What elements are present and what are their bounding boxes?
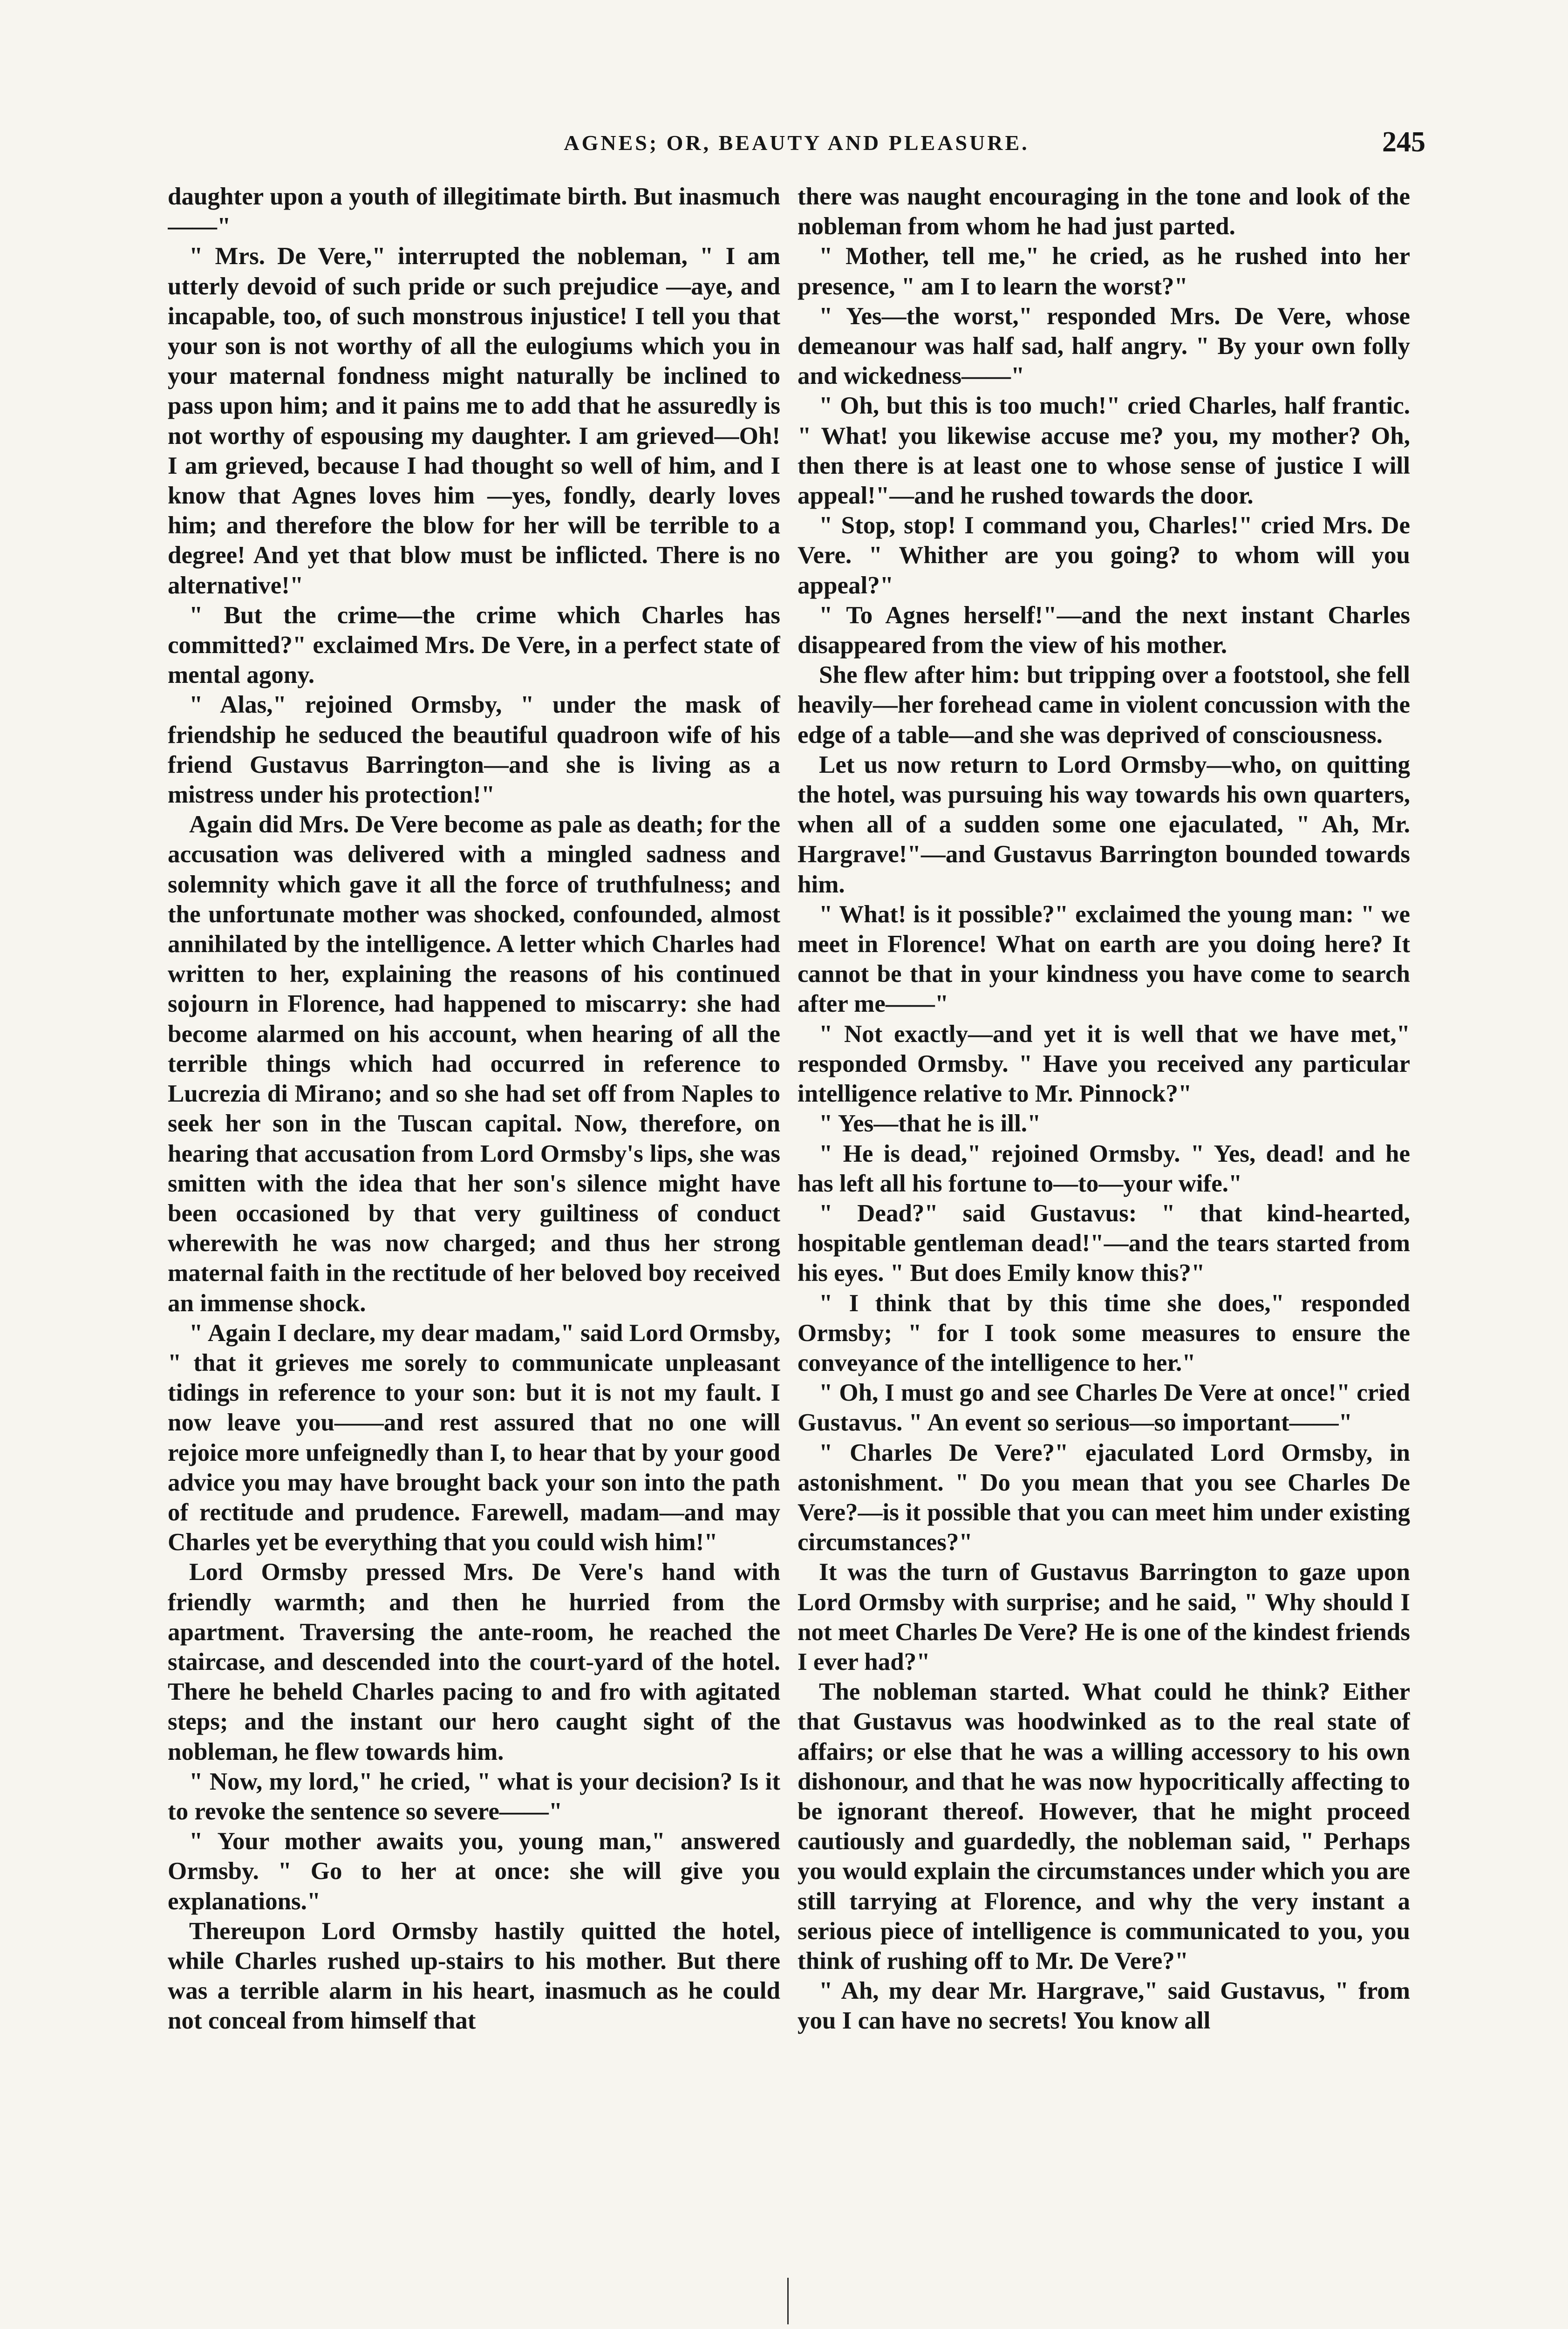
paragraph: " Yes—that he is ill." [819,1110,1041,1137]
paragraph: " To Agnes herself!"—and the next instant Charles disappeared from the view of his mother. [798,601,1410,659]
paragraph: " Mrs. De Vere," interrupted the nobleman, " I am utterly devoid of such pride or such prejudice —aye, and incapable, too, of such monstrous injustice! I tell you that your son is not worthy of all the eulogiums which you in your maternal fondness might naturally be inclined to pass upon him; and it pains me to add that he assuredly is not worthy of espousing my daughter. I am grieved—Oh! I am grieved, because I had thought so well of him, and I know that Agnes loves him —yes, fondly, dearly loves him; and therefore the blow for her will be terrible to a degree! And yet that blow must be inflicted. There is no alternative!" [168,243,780,599]
paragraph: " What! is it possible?" exclaimed the young man: " we meet in Florence! What on earth are you doing here? It cannot be that in your kindness you have come to search after me——" [798,900,1410,1018]
paragraph: " Yes—the worst," responded Mrs. De Vere, whose demeanour was half sad, half angry. " By your own folly and wickedness——" [798,302,1410,390]
paragraph: Lord Ormsby pressed Mrs. De Vere's hand with friendly warmth; and then he hurried from the apartment. Traversing the ante-room, he reached the staircase, and descended into the court-yard of the hotel. There he beheld Charles pacing to and fro with agitated steps; and the instant our hero caught sight of the nobleman, he flew towards him. [168,1559,780,1765]
left-column [168,182,780,2324]
paragraph: " Dead?" said Gustavus: " that kind-hearted, hospitable gentleman dead!"—and the tears started from his eyes. " But does Emily know this?" [798,1199,1410,1287]
paragraph: " Not exactly—and yet it is well that we have met," responded Ormsby. " Have you received any particular intelligence relative to Mr. Pinnock?" [798,1020,1410,1108]
paragraph: " Again I declare, my dear madam," said Lord Ormsby, " that it grieves me sorely to communicate unpleasant tidings in reference to your son: but it is not my fault. I now leave you——and rest assured that no one will rejoice more unfeignedly than I, to hear that by your good advice you may have brought back your son into the path of rectitude and prudence. Farewell, madam—and may Charles yet be everything that you could wish him!" [168,1319,780,1556]
page-header [168,126,1425,168]
paragraph: " Your mother awaits you, young man," answered Ormsby. " Go to her at once: she will give you explanations." [168,1828,780,1915]
paragraph: " Now, my lord," he cried, " what is your decision? Is it to revoke the sentence so severe——" [168,1768,780,1825]
paragraph: Again did Mrs. De Vere become as pale as death; for the accusation was delivered with a mingled sadness and solemnity which gave it all the force of truthfulness; and the unfortunate mother was shocked, confounded, almost annihilated by the intelligence. A letter which Charles had written to her, explaining the reasons of his continued sojourn in Florence, had happened to miscarry: she had become alarmed on his account, when hearing of all the terrible things which had occurred in reference to Lucrezia di Mirano; and so she had set off from Naples to seek her son in the Tuscan capital. Now, therefore, on hearing that accusation from Lord Ormsby's lips, she was smitten with the idea that her son's silence might have been occasioned by that very guiltiness of conduct wherewith he was now charged; and thus her strong maternal faith in the rectitude of her beloved boy received an immense shock. [168,811,780,1317]
paragraph: Thereupon Lord Ormsby hastily quitted the hotel, while Charles rushed up-stairs to his mother. But there was a terrible alarm in his heart, inasmuch as he could not conceal from himself that [168,1917,780,2035]
paragraph: Let us now return to Lord Ormsby—who, on quitting the hotel, was pursuing his way towards his own quarters, when all of a sudden some one ejaculated, " Ah, Mr. Hargrave!"—and Gustavus Barrington bounded towards him. [798,751,1410,898]
right-column [798,182,1410,2324]
paragraph: It was the turn of Gustavus Barrington to gaze upon Lord Ormsby with surprise; and he said, " Why should I not meet Charles De Vere? He is one of the kindest friends I ever had?" [798,1559,1410,1675]
paragraph: " Oh, but this is too much!" cried Charles, half frantic. " What! you likewise accuse me? you, my mother? Oh, then there is at least one to whose sense of justice I will appeal!"—and he rushed towards the door. [798,392,1410,510]
paragraph: " But the crime—the crime which Charles has committed?" exclaimed Mrs. De Vere, in a perfect state of mental agony. [168,601,780,689]
paragraph: She flew after him: but tripping over a footstool, she fell heavily—her forehead came in violent concussion with the edge of a table—and she was deprived of consciousness. [798,661,1410,749]
paragraph: " Ah, my dear Mr. Hargrave," said Gustavus, " from you I can have no secrets! You know all [798,1977,1410,2035]
paragraph: daughter upon a youth of illegitimate birth. But inasmuch——" [168,183,780,240]
paragraph: " I think that by this time she does," responded Ormsby; " for I took some measures to ensure the conveyance of the intelligence to her." [798,1289,1410,1376]
page-number: 245 [1382,126,1425,158]
paragraph: " Mother, tell me," he cried, as he rushed into her presence, " am I to learn the worst?" [798,243,1410,300]
paragraph: " Charles De Vere?" ejaculated Lord Ormsby, in astonishment. " Do you mean that you see Charles De Vere?—is it possible that you can meet him under existing circumstances?" [798,1439,1410,1556]
paragraph: " Stop, stop! I command you, Charles!" cried Mrs. De Vere. " Whither are you going? to whom will you appeal?" [798,512,1410,599]
paragraph: there was naught encouraging in the tone and look of the nobleman from whom he had just parted. [798,183,1410,240]
running-title: AGNES; OR, BEAUTY AND PLEASURE. [564,131,1029,155]
paragraph: " He is dead," rejoined Ormsby. " Yes, dead! and he has left all his fortune to—to—your wife." [798,1140,1410,1197]
column-divider [787,2278,789,2324]
paragraph: " Oh, I must go and see Charles De Vere at once!" cried Gustavus. " An event so serious—so important——" [798,1379,1410,1437]
paragraph: " Alas," rejoined Ormsby, " under the mask of friendship he seduced the beautiful quadroon wife of his friend Gustavus Barrington—and she is living as a mistress under his protection!" [168,691,780,809]
paragraph: The nobleman started. What could he think? Either that Gustavus was hoodwinked as to the real state of affairs; or else that he was a willing accessory to his own dishonour, and that he was now hypocritically affecting to be ignorant thereof. However, that he might proceed cautiously and guardedly, the nobleman said, " Perhaps you would explain the circumstances under which you are still tarrying at Florence, and why the very instant a serious piece of intelligence is communicated to you, you think of rushing off to Mr. De Vere?" [798,1678,1410,1975]
